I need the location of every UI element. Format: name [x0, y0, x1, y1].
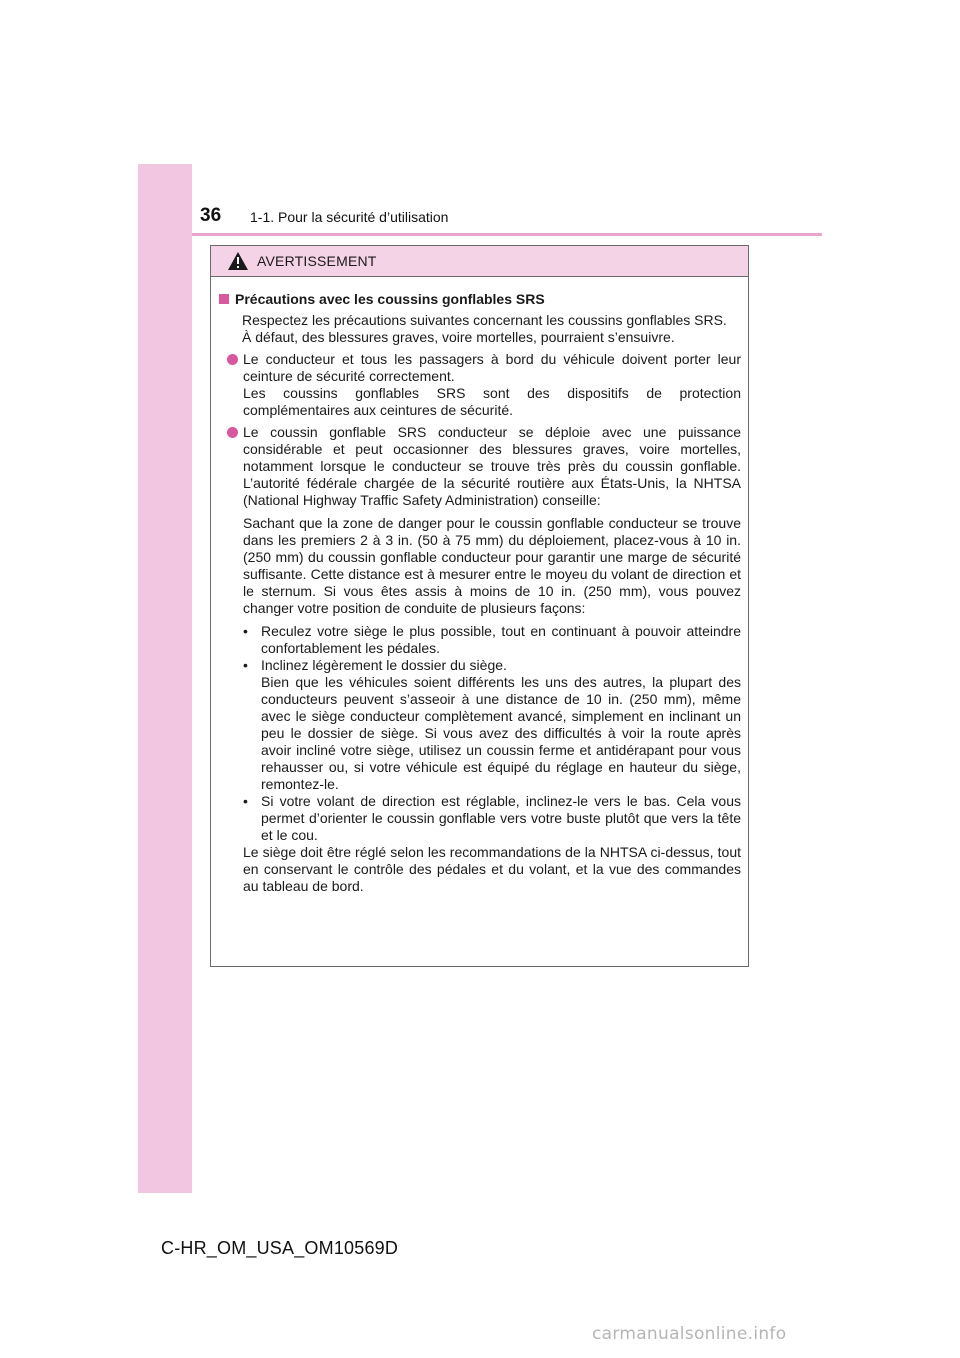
closing-paragraph: Le siège doit être réglé selon les recommandations de la NHTSA ci-dessus, tout en conservant le contrôle des pédales et du volant, et la vue des commandes au tableau de bord.	[243, 844, 741, 894]
warning-heading-text: Précautions avec les coussins gonflables SRS	[235, 291, 545, 307]
circle-bullet-icon	[227, 427, 238, 438]
bullet-seatbelt-note: Les coussins gonflables SRS sont des dispositifs de protection complémentaires aux ceintures de sécurité.	[243, 385, 741, 418]
bullet-driver-airbag-text: Le coussin gonflable SRS conducteur se déploie avec une puissance considérable et peut occasionner des blessures graves, voire mortelles, notamment lorsque le conducteur se trouve très près du coussin gonflable. L’autorité fédérale chargée de la sécurité routière aux États-Unis, la NHTSA (National Highway Traffic Safety Administration) conseille:	[243, 424, 741, 508]
list-item	[243, 657, 741, 793]
dot-bullet-icon: •	[243, 657, 248, 673]
list-item-text: Inclinez légèrement le dossier du siège.	[261, 657, 507, 673]
bullet-seatbelt	[219, 351, 741, 419]
list-item-text: Reculez votre siège le plus possible, tout en continuant à pouvoir atteindre confortablement les pédales.	[261, 623, 741, 656]
warning-heading	[219, 291, 741, 308]
circle-bullet-icon	[227, 354, 238, 365]
section-title: 1-1. Pour la sécurité d’utilisation	[250, 209, 449, 225]
list-item	[243, 623, 741, 657]
document-code: C-HR_OM_USA_OM10569D	[161, 1238, 399, 1258]
dot-bullet-icon: •	[243, 793, 248, 809]
warning-label: AVERTISSEMENT	[257, 253, 377, 269]
bullet-seatbelt-text: Le conducteur et tous les passagers à bord du véhicule doivent porter leur ceinture de sécurité correctement.	[243, 351, 741, 384]
warning-box	[210, 245, 749, 967]
square-bullet-icon	[219, 294, 229, 304]
warning-body	[211, 277, 748, 895]
dot-bullet-icon: •	[243, 623, 248, 639]
list-item	[243, 793, 741, 844]
nhtsa-advice-paragraph: Sachant que la zone de danger pour le coussin gonflable conducteur se trouve dans les premiers 2 à 3 in. (50 à 75 mm) du déploiement, placez-vous à 10 in. (250 mm) du coussin gonflable conducteur pour garantir une marge de sécurité suffisante. Cette distance est à mesurer entre le moyeu du volant de direction et le sternum. Si vous êtes assis à moins de 10 in. (250 mm), vous pouvez changer votre position de conduite de plusieurs façons:	[243, 515, 741, 616]
header-divider	[192, 233, 822, 236]
intro-paragraph: Respectez les précautions suivantes concernant les coussins gonflables SRS.	[242, 312, 727, 328]
list-item-detail: Bien que les véhicules soient différents les uns des autres, la plupart des conducteurs peuvent s’asseoir à une distance de 10 in. (250 mm), même avec le siège conducteur complètement avancé, simplement en inclinant un peu le dossier de siège. Si vous avez des difficultés à voir la route après avoir incliné votre siège, utilisez un coussin ferme et antidérapant pour vous rehausser ou, si votre véhicule est équipé du réglage en hauteur du siège, remontez-le.	[261, 674, 741, 792]
warning-triangle-icon	[227, 251, 249, 271]
page-number: 36	[200, 205, 222, 226]
list-item-text: Si votre volant de direction est réglable, inclinez-le vers le bas. Cela vous permet d’orienter le coussin gonflable vers votre buste plutôt que vers la tête et le cou.	[261, 793, 741, 843]
side-tab-band	[138, 164, 192, 1193]
watermark-text: carmanualsonline.info	[592, 1324, 787, 1344]
adjustment-list	[243, 623, 741, 844]
consequence-paragraph: À défaut, des blessures graves, voire mortelles, pourraient s’ensuivre.	[242, 329, 675, 345]
bullet-driver-airbag	[219, 424, 741, 895]
warning-header	[211, 246, 748, 277]
